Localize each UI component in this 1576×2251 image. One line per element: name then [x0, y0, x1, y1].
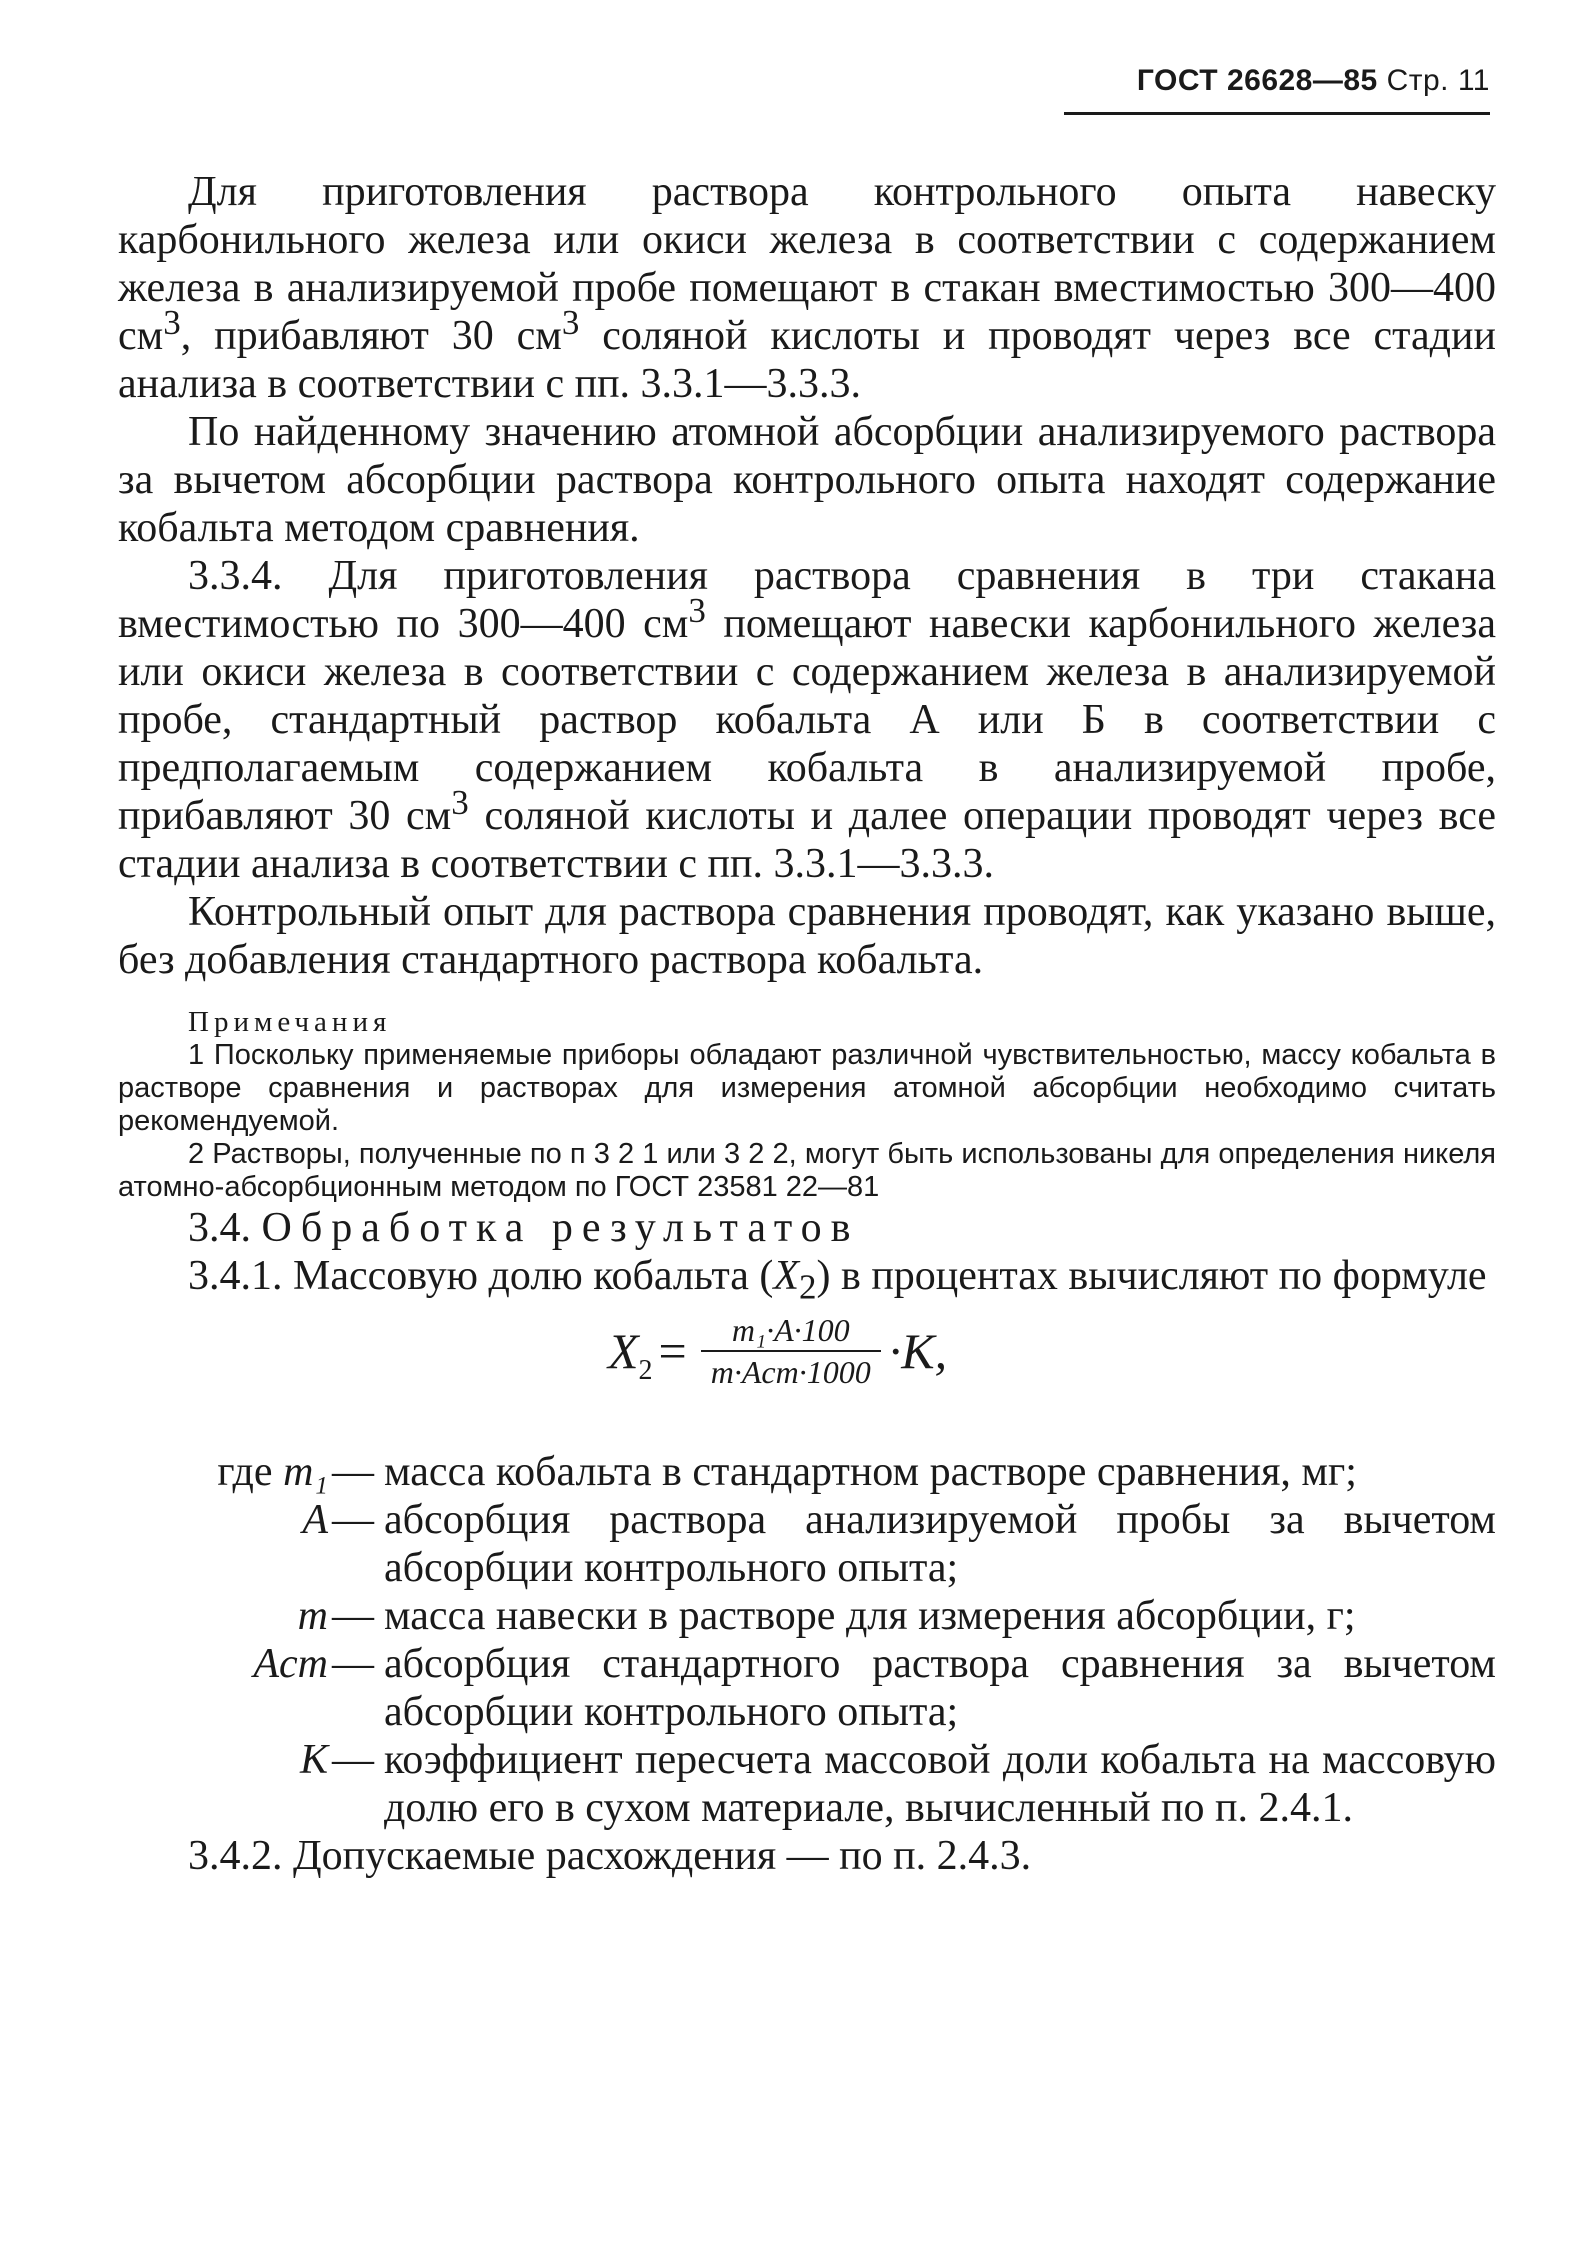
paragraph-3-4-2: 3.4.2. Допускаемые расхождения — по п. 2.4.3.	[188, 1833, 1032, 1879]
standard-number: ГОСТ 26628—85	[1136, 64, 1378, 97]
formula-rhs: ·K,	[888, 1323, 948, 1379]
definition-m: m — масса навески в растворе для измерения абсорбции, г;	[297, 1593, 1356, 1639]
note-1: 1 Поскольку применяемые приборы обладают различной чувствительностью, массу кобальта в растворе сравнения и растворах для измерения атомной абсорбции необходимо считать рекомендуемой.	[118, 1039, 1496, 1137]
formula-equals: =	[658, 1323, 687, 1379]
paragraph-comparison-method: По найденному значению атомной абсорбции анализируемого раствора за вычетом абсорбции раствора контрольного опыта находят содержание кобальта методом сравнения.	[118, 409, 1496, 551]
definition-a: A — абсорбция раствора анализируемой пробы за вычетом абсорбции контрольного опыта;	[302, 1497, 1496, 1591]
definition-m1: где m₁ — масса кобальта в стандартном растворе сравнения, мг;	[217, 1449, 1357, 1495]
notes-title: Примечания	[188, 1006, 392, 1038]
formula	[118, 1306, 1496, 1430]
definition-a-st: Aст — абсорбция стандартного раствора сравнения за вычетом абсорбции контрольного опыта;	[253, 1641, 1496, 1735]
definition-k: K — коэффициент пересчета массовой доли кобальта на массовую долю его в сухом материале, вычисленный по п. 2.4.1.	[299, 1737, 1496, 1831]
formula-fraction	[701, 1310, 881, 1392]
page-header	[1060, 64, 1490, 98]
formula-numerator: m₁·A·100	[731, 1312, 850, 1348]
section-heading: 3.4. Обработка результатов	[188, 1205, 860, 1251]
formula-denominator: m·Aст·1000	[710, 1354, 871, 1390]
header-rule	[1064, 112, 1490, 115]
paragraph-3-4-1: 3.4.1. Массовую долю кобальта $(X_2)$ в процентах вычисляют по формуле	[188, 1253, 1487, 1307]
paragraph-3-3-4: 3.3.4. Для приготовления раствора сравнения в три стакана вместимостью по 300—400 $см^3$ помещают навески карбонильного железа или окиси железа в соответствии с содержанием железа в анализируемой пробе, стандартный раствор кобальта А или Б в соответствии с предполагаемым содержанием кобальта в анализируемой пробе, прибавляют 30 $см^3$ соляной кислоты и далее операции проводят через все стадии анализа в соответствии с пп. 3.3.1—3.3.3.	[118, 553, 1496, 887]
paragraph-control-experiment: Для приготовления раствора контрольного опыта навеску карбонильного железа или окиси железа в соответствии с содержанием железа в анализируемой пробе помещают в стакан вместимостью 300—400 $см^3$, прибавляют 30 $см^3$ соляной кислоты и проводят через все стадии анализа в соответствии с пп. 3.3.1—3.3.3.	[118, 169, 1497, 407]
formula-lhs: $X_2$	[608, 1323, 653, 1386]
document-body	[118, 168, 1496, 1880]
note-2: 2 Растворы, полученные по п 3 2 1 или 3 2 2, могут быть использованы для определения никеля атомно-абсорбционным методом по ГОСТ 23581 22—81	[118, 1138, 1496, 1203]
page-number: Стр. 11	[1386, 64, 1490, 97]
definitions-list	[118, 1448, 1496, 1832]
notes-block	[118, 1006, 1496, 1204]
paragraph-control-comparison: Контрольный опыт для раствора сравнения проводят, как указано выше, без добавления стандартного раствора кобальта.	[118, 889, 1496, 983]
